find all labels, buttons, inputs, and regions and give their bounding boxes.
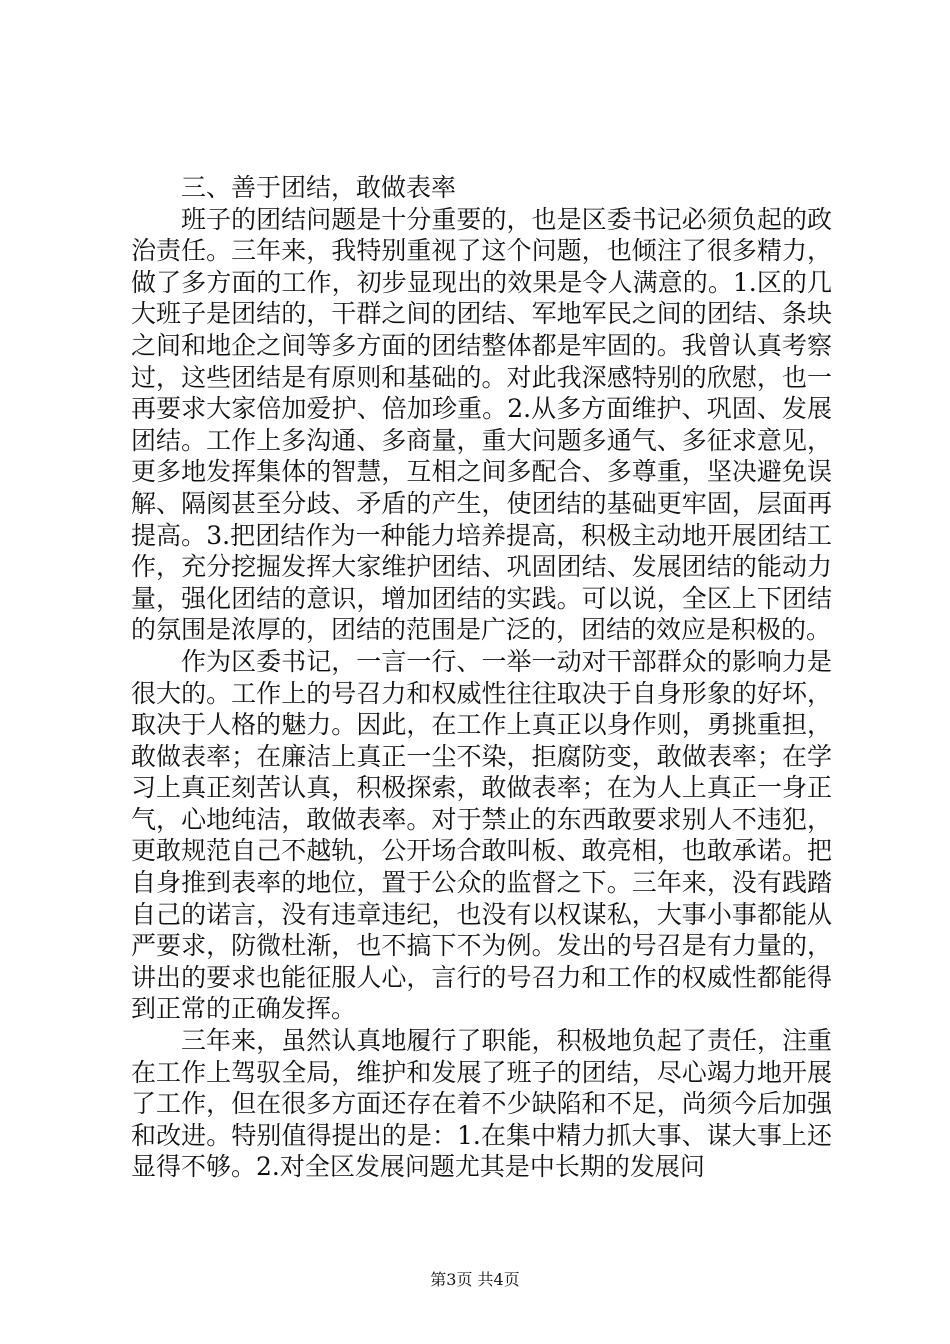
page-footer: 第3页 共4页 (430, 1270, 520, 1289)
document-body (131, 172, 832, 1183)
paragraph-shortcomings: 三年来，虽然认真地履行了职能，积极地负起了责任，注重在工作上驾驭全局，维护和发展了班子的团结，尽心竭力地开展了工作，但在很多方面还存在着不少缺陷和不足，尚须今后加强和改进。特别值得提出的是：1.在集中精力抓大事、谋大事上还显得不够。2.对全区发展问题尤其是中长期的发展问 (131, 1026, 832, 1182)
section-heading: 三、善于团结，敢做表率 (181, 173, 457, 202)
paragraph-role-model: 作为区委书记，一言一行、一举一动对干部群众的影响力是很大的。工作上的号召力和权威性往往取决于自身形象的好坏，取决于人格的魅力。因此，在工作上真正以身作则，勇挑重担，敢做表率；在廉洁上真正一尘不染，拒腐防变，敢做表率；在学习上真正刻苦认真，积极探索，敢做表率；在为人上真正一身正气，心地纯洁，敢做表率。对于禁止的东西敢要求别人不违犯，更敢规范自己不越轨，公开场合敢叫板、敢亮相，也敢承诺。把自身推到表率的地位，置于公众的监督之下。三年来，没有践踏自己的诺言，没有违章违纪，也没有以权谋私，大事小事都能从严要求，防微杜渐，也不搞下不为例。发出的号召是有力量的，讲出的要求也能征服人心，言行的号召力和工作的权威性都能得到正常的正确发挥。 (131, 646, 832, 1024)
paragraph-unity: 班子的团结问题是十分重要的，也是区委书记必须负起的政治责任。三年来，我特别重视了这个问题，也倾注了很多精力，做了多方面的工作，初步显现出的效果是令人满意的。1.区的几大班子是团结的，干群之间的团结、军地军民之间的团结、条块之间和地企之间等多方面的团结整体都是牢固的。我曾认真考察过，这些团结是有原则和基础的。对此我深感特别的欣慰，也一再要求大家倍加爱护、倍加珍重。2.从多方面维护、巩固、发展团结。工作上多沟通、多商量，重大问题多通气、多征求意见，更多地发挥集体的智慧，互相之间多配合、多尊重，坚决避免误解、隔阂甚至分歧、矛盾的产生，使团结的基础更牢固，层面再提高。3.把团结作为一种能力培养提高，积极主动地开展团结工作，充分挖掘发挥大家维护团结、巩固团结、发展团结的能动力量，强化团结的意识，增加团结的实践。可以说，全区上下团结的氛围是浓厚的，团结的范围是广泛的，团结的效应是积极的。 (131, 204, 832, 645)
